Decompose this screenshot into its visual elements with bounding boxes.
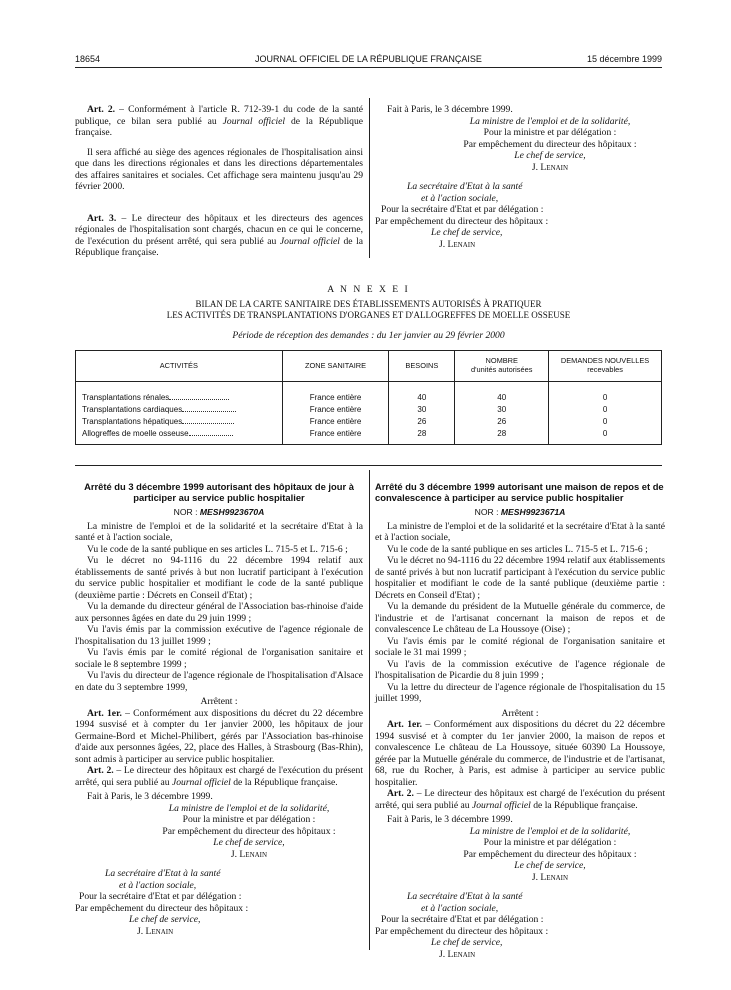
col-header-nombre [455,351,549,382]
signatory-name: J. Lenain [531,161,569,173]
visa-paragraph: Vu l'avis du directeur de l'agence régionale de l'hospitalisation d'Alsace en date du 3 septembre 1999, [75,670,363,693]
activite-label: Transplantations hépatiques [82,417,183,427]
secretaire-title-1: La secrétaire d'Etat à la santé [407,891,523,903]
empechement-line: Par empêchement du directeur des hôpitaux : [463,848,637,860]
col-header-demandes-1: DEMANDES NOUVELLES [560,356,650,366]
pour-ministre: Pour la ministre et par délégation : [483,837,617,849]
article-2-label: Art. 2. [87,104,116,115]
article-2-label: Art. 2. [387,788,414,800]
col-header-nombre-2: d'unités autorisées [471,365,533,374]
journal-officiel-ref: Journal officiel [222,115,286,127]
article-3-text: – Le directeur des hôpitaux et les directeurs des agences régionales de l'hospitalisation sont chargés, chacun en ce qui le concerne, de l'exécution du présent arrêté, qui sera publié au [75,212,364,247]
nor-label: NOR : [474,506,501,517]
cell-zone: France entière [282,404,389,416]
visa-paragraph: Vu le décret no 94-1116 du 22 décembre 1994 relatif aux établissements de santé privés à but non lucratif participant à l'exécution du service public hospitalier et modifiant le code de la santé publique (deuxième partie : Décrets en Conseil d'Etat) ; [375,555,665,601]
annex-title-2: LES ACTIVITÉS DE TRANSPLANTATIONS D'ORGANES ET D'ALLOGREFFES DE MOELLE OSSEUSE [166,310,571,320]
visa-paragraph: Vu l'avis de la commission exécutive de l'agence régionale de l'hospitalisation de Picardie du 8 juin 1999 ; [375,658,665,682]
arretent: Arrêtent : [200,696,238,708]
article-2-text: – Conformément à l'article R. 712-39-1 du code de la santé publique, ce bilan sera publié au [75,104,363,127]
col-header-activites: ACTIVITÉS [76,351,283,382]
cell-zone: France entière [282,382,389,405]
visa-paragraph: Vu l'avis émis par le comité régional de l'organisation sanitaire et sociale le 31 mai 1999 ; [375,635,665,659]
article-2-label: Art. 2. [87,765,114,777]
col-header-demandes [549,351,662,382]
empechement-line-2: Par empêchement du directeur des hôpitaux : [375,925,549,937]
cell-zone: France entière [282,416,389,428]
visa-paragraph: Vu l'avis émis par la commission exécutive de l'agence régionale de l'hospitalisation du 13 juillet 1999 ; [75,624,363,647]
fait-a-paris: Fait à Paris, le 3 décembre 1999. [87,791,213,803]
cell-besoins: 40 [389,382,455,405]
empechement-line-2: Par empêchement du directeur des hôpitaux : [75,902,249,914]
table-row [76,404,662,416]
article-1-paragraph [75,708,363,766]
dot-leader [169,399,229,400]
cell-besoins: 28 [389,428,455,445]
col-header-demandes-2: recevables [587,365,623,374]
article-2-paragraph [75,104,363,139]
fait-a-paris: Fait à Paris, le 3 décembre 1999. [387,104,513,115]
empechement-line: Par empêchement du directeur des hôpitaux : [463,138,637,150]
secretaire-title-2: et à l'action sociale, [421,192,499,204]
table-row [76,382,662,405]
visa-paragraph: La ministre de l'emploi et de la solidarité et la secrétaire d'Etat à la santé et à l'action sociale, [75,520,363,544]
visa-paragraph: Vu le décret no 94-1116 du 22 décembre 1994 relatif aux établissements de santé privés à but non lucratif participant à l'exécution du service public hospitalier et modifiant le code de la santé publique (deuxième partie : Décrets en Conseil d'Etat) ; [75,555,363,601]
article-1-paragraph [375,719,665,788]
secretaire-title-1: La secrétaire d'Etat à la santé [407,181,523,192]
secretaire-title-1: La secrétaire d'Etat à la santé [105,868,221,880]
signatory-name-2: J. Lenain [137,925,174,937]
pour-secretaire: Pour la secrétaire d'Etat et par délégation : [381,204,544,215]
issue-date: 15 décembre 1999 [586,54,662,64]
left-arrete [75,482,363,937]
annex-title-1: BILAN DE LA CARTE SANITAIRE DES ÉTABLISSEMENTS AUTORISÉS À PRATIQUER [195,299,542,309]
article-3-label: Art. 3. [87,212,117,224]
article-2-paragraph [75,765,363,788]
signatory-name: J. Lenain [531,871,569,883]
table-row [76,428,662,445]
cell-besoins: 30 [389,404,455,416]
article-2-text: – Le directeur des hôpitaux est chargé de l'exécution du présent arrêté, qui sera publié au [375,788,665,811]
article-2-text: – Le directeur des hôpitaux est chargé de l'exécution du présent arrêté, qui sera publié au [75,765,364,788]
arretent: Arrêtent : [501,707,539,719]
annex-heading: A N N E X E I [327,284,410,295]
cell-demandes: 0 [549,382,662,405]
cell-activite [76,382,283,405]
visa-paragraph: Vu l'avis émis par le comité régional de l'organisation sanitaire et sociale le 8 septembre 1999 ; [75,647,363,670]
article-3-text-end: de la République française. [75,235,364,258]
visa-paragraph: Vu la demande du président de la Mutuelle générale du commerce, de l'industrie et de l'artisanat concernant la maison de repos et de convalescence Le château de La Houssoye (Oise) ; [375,601,665,636]
signatory-name-2: J. Lenain [439,238,476,250]
activite-label: Allogreffes de moelle osseuse [82,429,189,439]
chef-de-service-2: Le chef de service, [431,937,503,949]
cell-nombre: 26 [455,416,549,428]
chef-de-service: Le chef de service, [213,837,285,849]
article-1-label: Art. 1er. [87,707,122,719]
cell-nombre: 30 [455,404,549,416]
cell-zone: France entière [282,428,389,445]
ministre-title: La ministre de l'emploi et de la solidarité, [469,115,631,127]
article-1-text: – Conformément aux dispositions du décret du 22 décembre 1994 susvisé et à compter du 1er janvier 2000, les hôpitaux de jour Germaine-Bord et Michel-Philibert, gérés par l'Association bas-rhinoise d'aide aux personnes âgées, 22, place des Halles, à Strasbourg (Bas-Rhin), sont admis à participer au service public hospitalier. [75,707,363,765]
activite-label: Transplantations cardiaques [82,405,183,415]
section-rule [75,465,662,466]
journal-title: JOURNAL OFFICIEL DE LA RÉPUBLIQUE FRANÇAISE [255,54,482,64]
dot-leader [189,435,233,436]
article-2-text-end: de la République française. [75,115,363,138]
top-column-divider [369,98,370,258]
nor-label: NOR : [173,506,200,517]
nor-code: MESH9923670A [199,506,265,517]
article-1-text: – Conformément aux dispositions du décret du 22 décembre 1994 susvisé et à compter du 1er janvier 2000, la maison de repos et convalescence Le château de La Houssoye, située 60390 La Houssoye, gérée par la Mutuelle générale du commerce, de l'industrie et de l'artisanat, 68, rue du Rocher, à Paris, est admise à participer au service public hospitalier. [375,719,665,788]
empechement-line-2: Par empêchement du directeur des hôpitaux : [375,215,549,227]
pour-secretaire: Pour la secrétaire d'Etat et par délégation : [79,891,242,903]
article-2-text-end: de la République française. [230,776,338,788]
annex-periode: Période de réception des demandes : du 1er janvier au 29 février 2000 [232,330,505,341]
ministre-title: La ministre de l'emploi et de la solidarité, [168,802,330,814]
col-header-zone: ZONE SANITAIRE [282,351,389,382]
chef-de-service: Le chef de service, [514,860,586,872]
nor-code: MESH9923671A [500,506,566,517]
cell-besoins: 26 [389,416,455,428]
cell-demandes: 0 [549,404,662,416]
article-3-paragraph [75,213,363,259]
secretaire-title-2: et à l'action sociale, [421,902,499,914]
signatory-name: J. Lenain [230,848,268,860]
top-left-column [75,104,363,259]
cell-demandes: 0 [549,428,662,445]
col-header-nombre-1: NOMBRE [485,356,518,366]
dot-leader [182,423,234,424]
right-nor [375,507,665,517]
annex-table [75,350,662,445]
pour-ministre: Pour la ministre et par délégation : [483,127,617,138]
col-header-besoins: BESOINS [389,351,455,382]
chef-de-service-2: Le chef de service, [129,914,201,926]
journal-officiel-ref: Journal officiel [171,776,231,788]
activite-label: Transplantations rénales [82,393,170,403]
journal-officiel-ref: Journal officiel [279,235,340,247]
cell-activite [76,416,283,428]
cell-activite [76,404,283,416]
fait-a-paris: Fait à Paris, le 3 décembre 1999. [387,814,513,826]
pour-secretaire: Pour la secrétaire d'Etat et par délégation : [381,914,544,926]
top-right-signatures [375,104,665,250]
table-row [76,416,662,428]
visa-paragraph: Vu le code de la santé publique en ses articles L. 715-5 et L. 715-6 ; [387,543,648,555]
cell-demandes: 0 [549,416,662,428]
table-header-row [76,351,662,382]
empechement-line: Par empêchement du directeur des hôpitaux : [162,825,336,837]
right-arrete [375,482,665,960]
chef-de-service: Le chef de service, [514,150,586,161]
cell-activite [76,428,283,445]
page-number: 18654 [75,54,101,64]
header-rule [75,67,662,68]
right-arrete-title: Arrêté du 3 décembre 1999 autorisant une maison de repos et de convalescence à participer au service public hospitalier [375,481,664,503]
journal-officiel-ref: Journal officiel [471,799,531,811]
ministre-title: La ministre de l'emploi et de la solidarité, [469,825,631,837]
affichage-paragraph: Il sera affiché au siège des agences régionales de l'hospitalisation ainsi que dans les directions régionales et dans les directions départementales des affaires sanitaires et sociales. Cet affichage sera maintenu jusqu'au 29 février 2000. [75,146,363,192]
dot-leader [182,411,236,412]
article-2-text-end: de la République française. [530,799,638,811]
pour-ministre: Pour la ministre et par délégation : [182,814,316,826]
visa-paragraph: La ministre de l'emploi et de la solidarité et la secrétaire d'Etat à la santé et à l'action sociale, [375,520,665,544]
article-2-paragraph [375,788,665,811]
cell-nombre: 40 [455,382,549,405]
chef-de-service-2: Le chef de service, [431,227,503,238]
secretaire-title-2: et à l'action sociale, [119,879,197,891]
visa-paragraph: Vu la demande du directeur général de l'Association bas-rhinoise d'aide aux personnes âgées en date du 29 juin 1999 ; [75,601,363,624]
left-arrete-title: Arrêté du 3 décembre 1999 autorisant des hôpitaux de jour à participer au service public hospitalier [84,481,354,503]
bottom-column-divider [369,470,370,950]
visa-paragraph: Vu la lettre du directeur de l'agence régionale de l'hospitalisation du 15 juillet 1999, [375,681,665,705]
visa-paragraph: Vu le code de la santé publique en ses articles L. 715-5 et L. 715-6 ; [87,543,348,555]
left-nor [75,507,363,517]
cell-nombre: 28 [455,428,549,445]
article-1-label: Art. 1er. [387,719,423,731]
signatory-name-2: J. Lenain [439,948,476,960]
